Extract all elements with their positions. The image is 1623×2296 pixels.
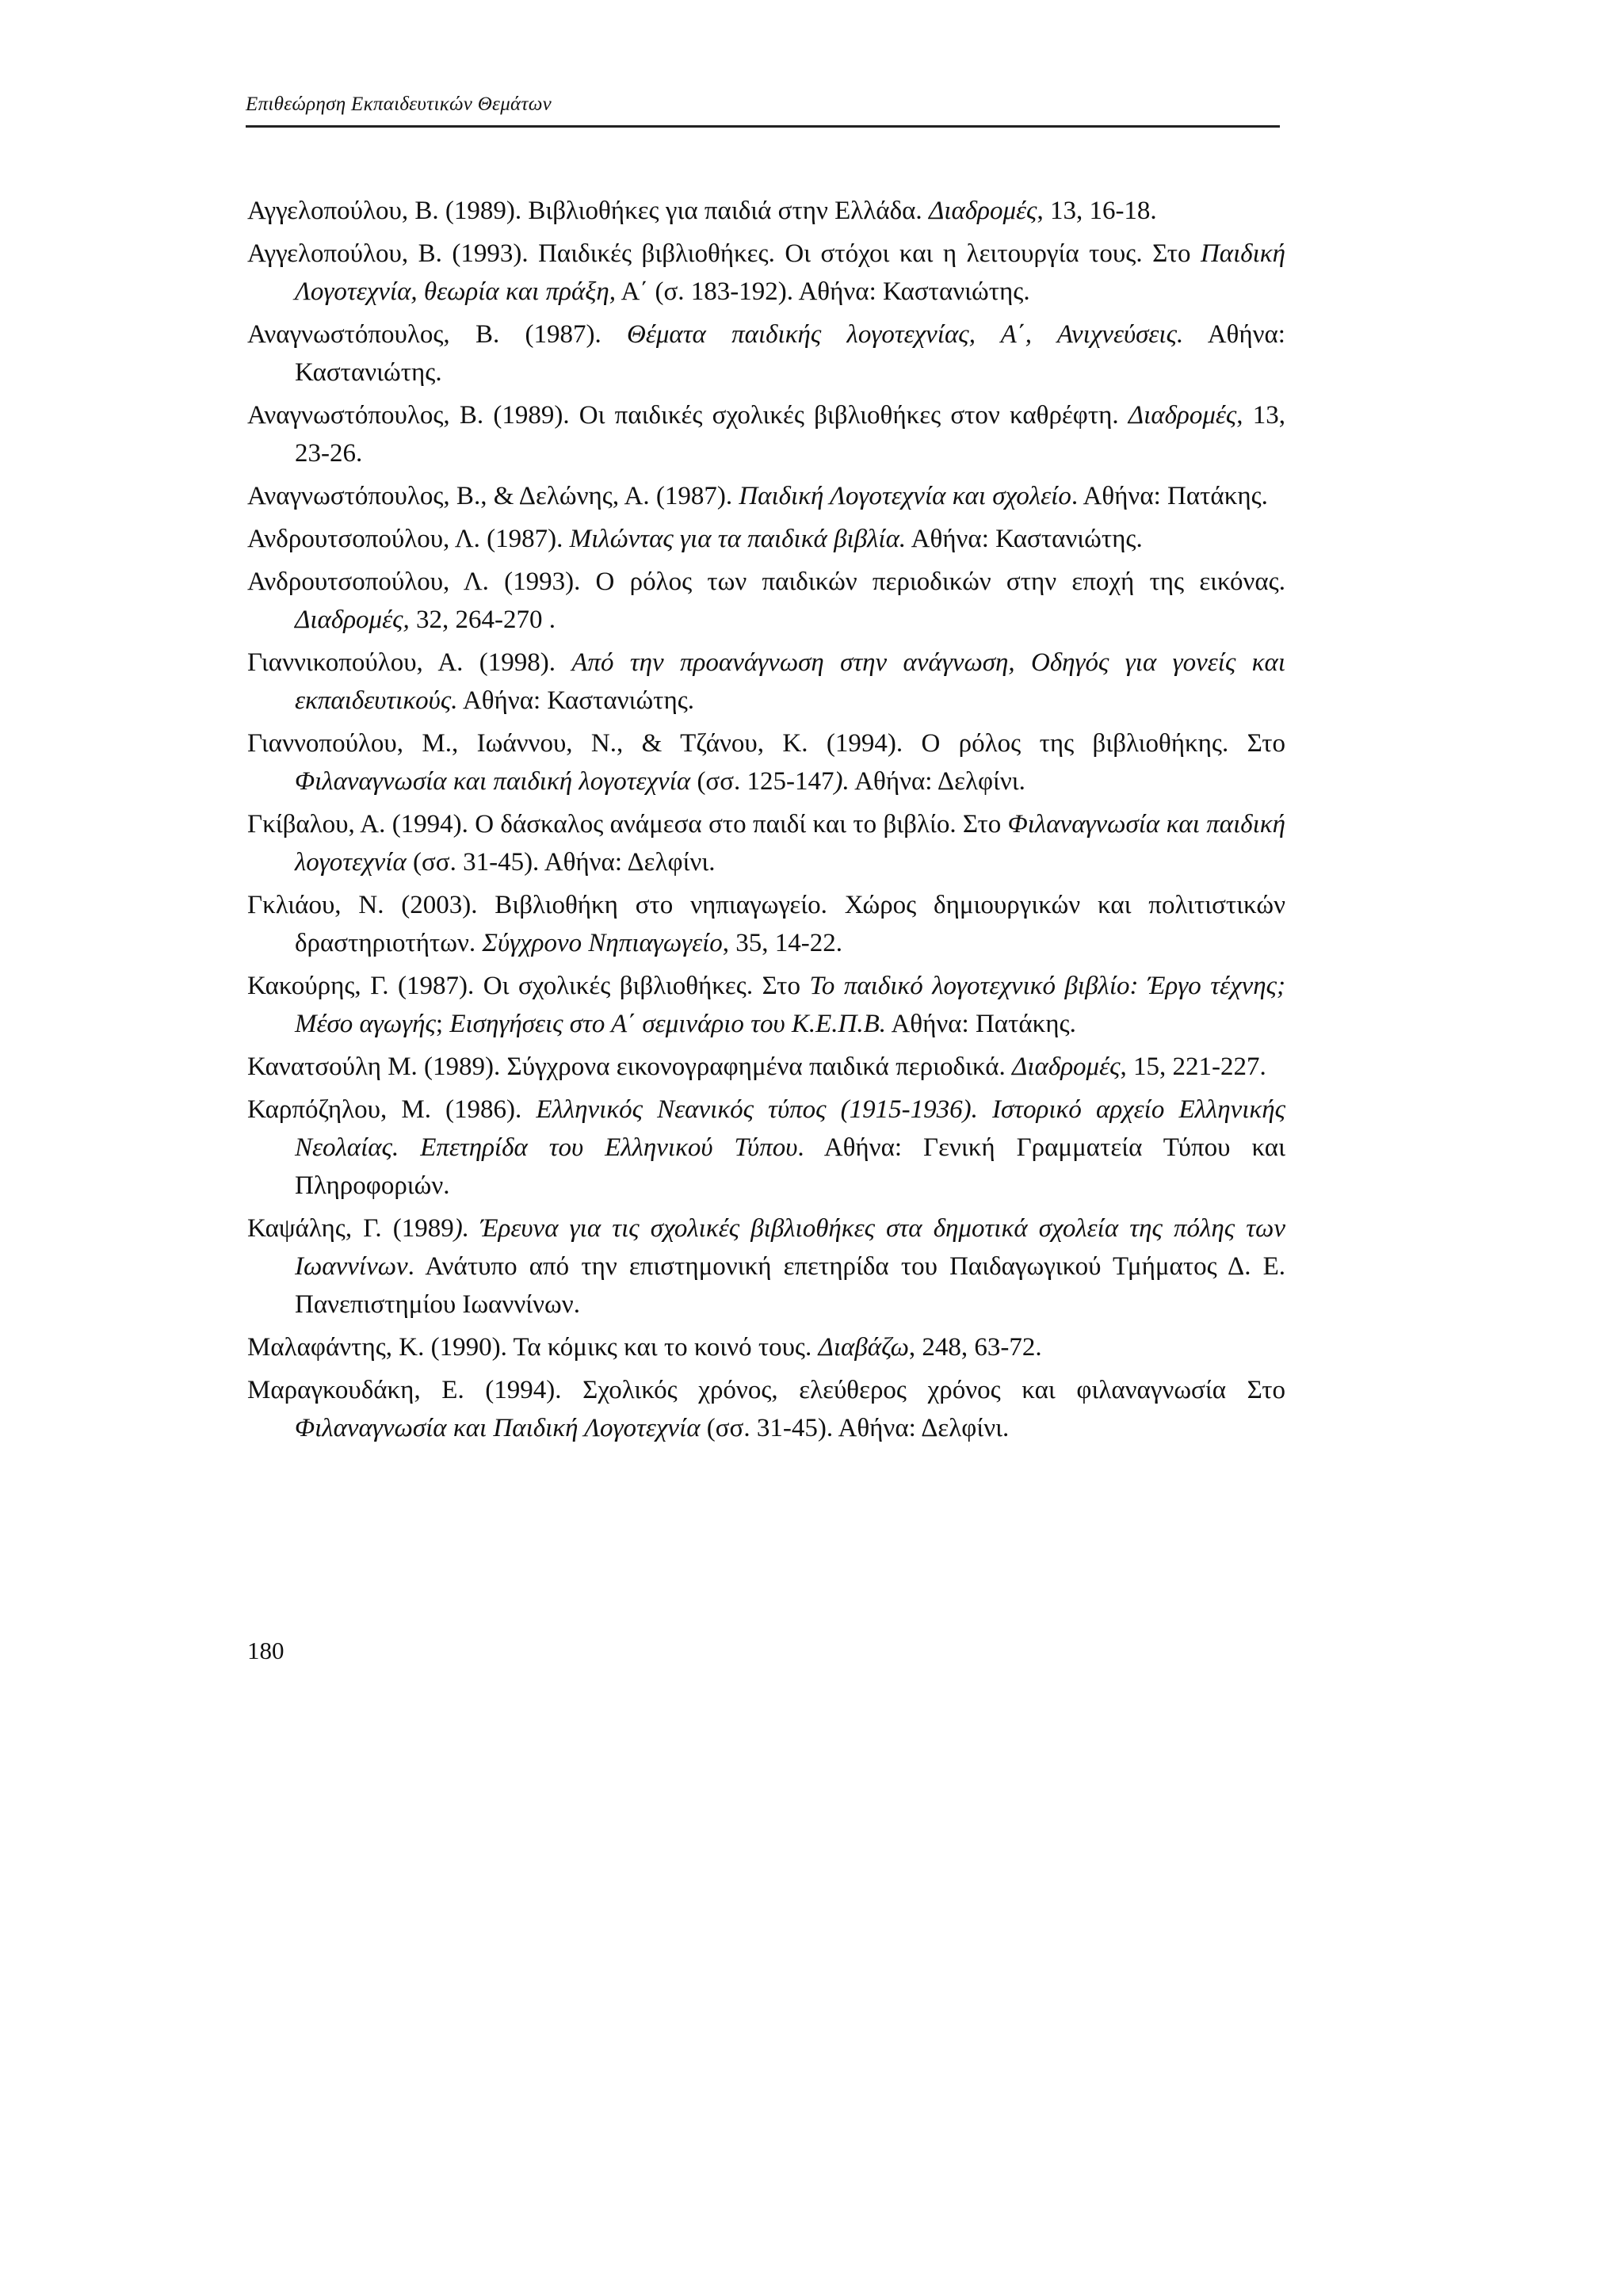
- reference-entry: [247, 724, 1285, 800]
- reference-list: [247, 192, 1285, 1452]
- reference-italic-text: Εισηγήσεις στο Α΄ σεμινάριο του Κ.Ε.Π.Β.: [449, 1010, 887, 1038]
- reference-entry: [247, 805, 1285, 881]
- reference-entry: [247, 192, 1285, 230]
- reference-entry: [247, 1091, 1285, 1205]
- reference-entry: [247, 644, 1285, 720]
- reference-italic-text: Διαδρομές: [1128, 401, 1237, 430]
- reference-text: , 35, 14-22.: [722, 929, 843, 957]
- reference-text: Αγγελοπούλου, Β. (1989). Βιβλιοθήκες για παιδιά στην Ελλάδα.: [247, 197, 929, 225]
- reference-italic-text: Διαβάζω: [818, 1333, 909, 1362]
- page-number: 180: [247, 1637, 285, 1664]
- reference-text: Αθήνα: Καστανιώτης.: [906, 525, 1143, 553]
- reference-text: , 13, 23-26.: [295, 401, 1285, 468]
- reference-italic-text: Θέματα παιδικής λογοτεχνίας, Α΄, Ανιχνεύσεις.: [627, 320, 1184, 349]
- reference-italic-text: Φιλαναγνωσία και παιδική λογοτεχνία: [295, 767, 691, 796]
- reference-text: Αγγελοπούλου, Β. (1993). Παιδικές βιβλιοθήκες. Οι στόχοι και η λειτουργία τους. Στο: [247, 239, 1201, 268]
- reference-italic-text: Διαδρομές,: [295, 606, 410, 634]
- reference-text: Αθήνα: Καστανιώτης.: [295, 320, 1285, 387]
- reference-italic-text: Παιδική Λογοτεχνία, θεωρία και πράξη,: [295, 239, 1285, 306]
- reference-entry: [247, 1371, 1285, 1447]
- reference-italic-text: Διαδρομές: [928, 197, 1037, 225]
- reference-italic-text: Το παιδικό λογοτεχνικό βιβλίο: Έργο τέχνης; Μέσο αγωγής: [295, 972, 1285, 1038]
- reference-text: 32, 264-270 .: [409, 606, 556, 634]
- reference-text: . Αθήνα: Πατάκης.: [1071, 482, 1268, 510]
- reference-italic-text: Παιδική Λογοτεχνία και σχολείο: [739, 482, 1071, 510]
- reference-text: Αθήνα: Δελφίνι.: [849, 767, 1025, 796]
- reference-text: Γκλιάου, Ν. (2003). Βιβλιοθήκη στο νηπιαγωγείο. Χώρος δημιουργικών και πολιτιστικών δραστηριοτήτων.: [247, 891, 1285, 957]
- reference-italic-text: ).: [834, 767, 850, 796]
- reference-entry: [247, 520, 1285, 558]
- reference-italic-text: Φιλαναγνωσία και Παιδική Λογοτεχνία: [295, 1414, 701, 1442]
- reference-italic-text: Φιλαναγνωσία και παιδική λογοτεχνία: [295, 810, 1285, 877]
- reference-text: (σσ. 125-147: [690, 767, 834, 796]
- reference-italic-text: Σύγχρονο Νηπιαγωγείο: [482, 929, 723, 957]
- reference-entry: [247, 315, 1285, 392]
- reference-text: Γιαννοπούλου, Μ., Ιωάννου, Ν., & Τζάνου, Κ. (1994). Ο ρόλος της βιβλιοθήκης. Στο: [247, 729, 1285, 758]
- reference-text: Μαλαφάντης, Κ. (1990). Τα κόμικς και το κοινό τους.: [247, 1333, 819, 1362]
- reference-text: Αναγνωστόπουλος, Β. (1989). Οι παιδικές σχολικές βιβλιοθήκες στον καθρέφτη.: [247, 401, 1128, 430]
- reference-text: Κακούρης, Γ. (1987). Οι σχολικές βιβλιοθήκες. Στο: [247, 972, 810, 1000]
- reference-text: ;: [435, 1010, 450, 1038]
- reference-entry: [247, 477, 1285, 515]
- reference-entry: [247, 563, 1285, 639]
- reference-text: Α΄ (σ. 183-192). Αθήνα: Καστανιώτης.: [616, 277, 1030, 306]
- reference-italic-text: Από την προανάγνωση στην ανάγνωση, Οδηγός για γονείς και εκπαιδευτικούς.: [295, 648, 1285, 715]
- reference-entry: [247, 1209, 1285, 1324]
- reference-text: Μαραγκουδάκη, Ε. (1994). Σχολικός χρόνος, ελεύθερος χρόνος και φιλαναγνωσία Στο: [247, 1376, 1285, 1404]
- reference-text: Καρπόζηλου, Μ. (1986).: [247, 1095, 537, 1124]
- reference-italic-text: Μιλώντας για τα παιδικά βιβλία.: [569, 525, 907, 553]
- journal-title: Επιθεώρηση Εκπαιδευτικών Θεμάτων: [246, 94, 552, 115]
- reference-text: , 15, 221-227.: [1120, 1052, 1266, 1081]
- reference-text: , 13, 16-18.: [1037, 197, 1157, 225]
- reference-italic-text: Διαδρομές: [1012, 1052, 1121, 1081]
- reference-text: Γκίβαλου, Α. (1994). Ο δάσκαλος ανάμεσα στο παιδί και το βιβλίο. Στο: [247, 810, 1008, 839]
- reference-entry: [247, 1048, 1285, 1086]
- reference-text: Αθήνα: Καστανιώτης.: [457, 686, 695, 715]
- reference-entry: [247, 886, 1285, 962]
- reference-text: Ανδρουτσοπούλου, Λ. (1993). Ο ρόλος των παιδικών περιοδικών στην εποχή της εικόνας.: [247, 567, 1285, 596]
- reference-entry: [247, 1328, 1285, 1366]
- reference-entry: [247, 235, 1285, 311]
- reference-text: Αναγνωστόπουλος, Β. (1987).: [247, 320, 627, 349]
- reference-entry: [247, 396, 1285, 472]
- reference-text: Αθήνα: Πατάκης.: [886, 1010, 1076, 1038]
- reference-text: Γιαννικοπούλου, Α. (1998).: [247, 648, 572, 677]
- reference-text: Κανατσούλη Μ. (1989). Σύγχρονα εικονογραφημένα παιδικά περιοδικά.: [247, 1052, 1013, 1081]
- reference-text: , 248, 63-72.: [908, 1333, 1042, 1362]
- reference-italic-text: Ελληνικός Νεανικός τύπος (1915-1936). Ιστορικό αρχείο Ελληνικής Νεολαίας. Επετηρίδα του Ελληνικού Τύπου: [295, 1095, 1285, 1162]
- reference-text: Ανδρουτσοπούλου, Λ. (1987).: [247, 525, 570, 553]
- reference-text: Αναγνωστόπουλος, Β., & Δελώνης, Α. (1987).: [247, 482, 739, 510]
- reference-italic-text: ). Έρευνα για τις σχολικές βιβλιοθήκες στα δημοτικά σχολεία της πόλης των Ιωαννίνων: [295, 1214, 1285, 1281]
- reference-text: . Ανάτυπο από την επιστημονική επετηρίδα του Παιδαγωγικού Τμήματος Δ. Ε. Πανεπιστημίου Ιωαννίνων.: [295, 1252, 1285, 1319]
- running-header: [246, 94, 1280, 128]
- reference-text: (σσ. 31-45). Αθήνα: Δελφίνι.: [406, 848, 716, 877]
- reference-text: . Αθήνα: Γενική Γραμματεία Τύπου και Πληροφοριών.: [295, 1133, 1285, 1200]
- reference-entry: [247, 967, 1285, 1043]
- reference-text: Καψάλης, Γ. (1989: [247, 1214, 454, 1243]
- reference-text: (σσ. 31-45). Αθήνα: Δελφίνι.: [700, 1414, 1010, 1442]
